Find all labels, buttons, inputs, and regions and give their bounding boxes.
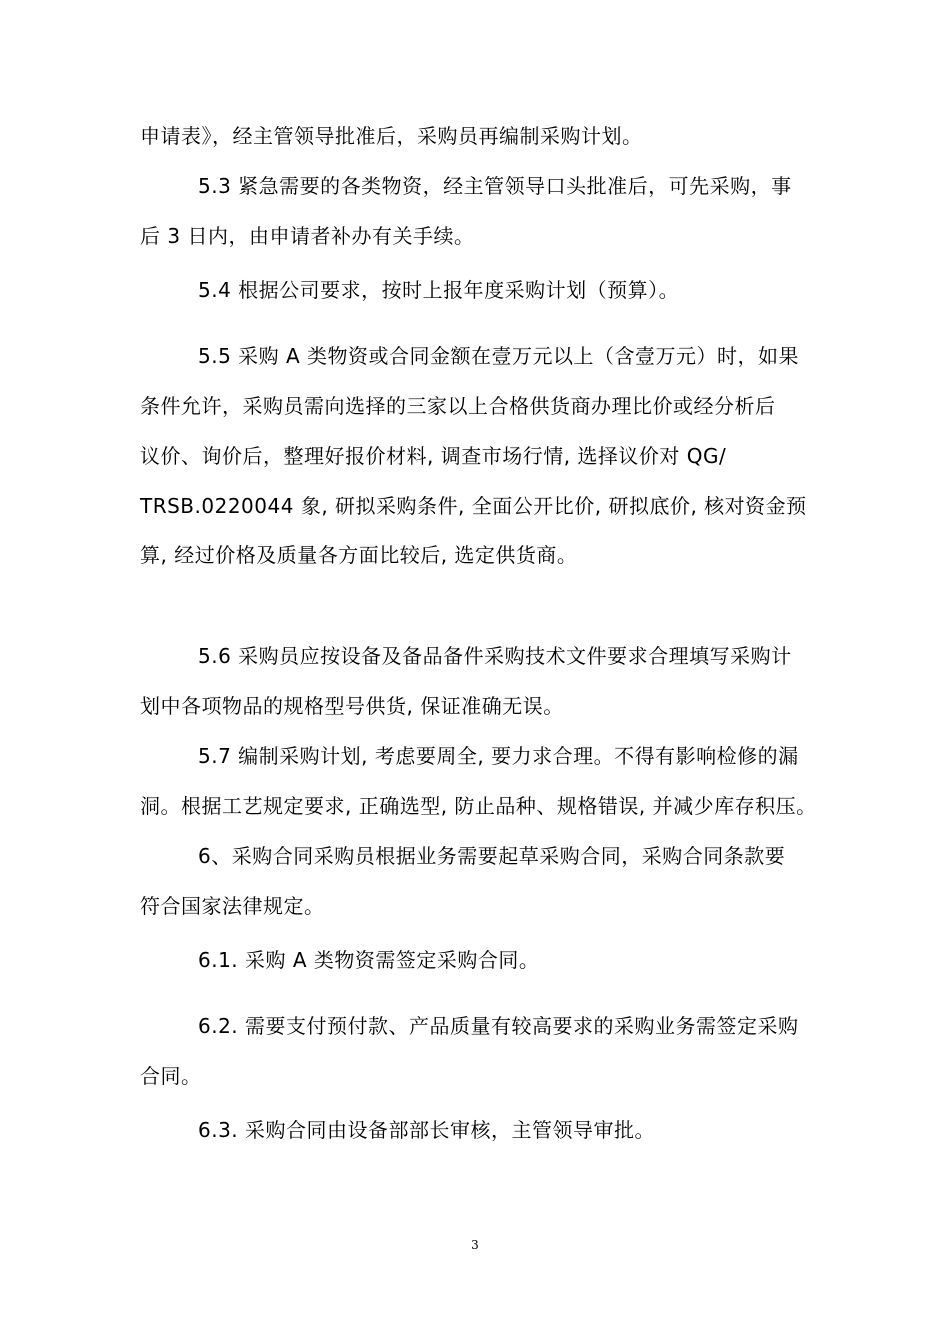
text-line: 6、采购合同采购员根据业务需要起草采购合同，采购合同条款要 — [198, 844, 786, 868]
text-line: 后 3 日内，由申请者补办有关手续。 — [140, 224, 475, 248]
text-line: 划中各项物品的规格型号供货, 保证准确无误。 — [140, 694, 564, 718]
text-line: 算, 经过价格及质量各方面比较后, 选定供货商。 — [140, 543, 578, 567]
text-line: 申请表》，经主管领导批准后，采购员再编制采购计划。 — [140, 124, 643, 148]
text-line: 6.1. 采购 A 类物资需签定采购合同。 — [198, 948, 540, 972]
text-line: 6.2. 需要支付预付款、产品质量有较高要求的采购业务需签定采购 — [198, 1014, 799, 1038]
text-line: 合同。 — [140, 1064, 202, 1088]
text-line: 条件允许，采购员需向选择的三家以上合格供货商办理比价或经分析后 — [140, 394, 776, 418]
page-number: 3 — [471, 1238, 479, 1252]
text-line: TRSB.0220044 象, 研拟采购条件, 全面公开比价, 研拟底价, 核对资金预 — [140, 494, 807, 518]
text-line: 符合国家法律规定。 — [140, 894, 325, 918]
text-line: 6.3. 采购合同由设备部部长审核，主管领导审批。 — [198, 1118, 656, 1142]
text-line: 5.6 采购员应按设备及备品备件采购技术文件要求合理填写采购计 — [198, 644, 792, 668]
text-line: 5.7 编制采购计划, 考虑要周全, 要力求合理。不得有影响检修的漏 — [198, 744, 799, 768]
text-line: 5.3 紧急需要的各类物资，经主管领导口头批准后，可先采购，事 — [198, 174, 792, 198]
text-line: 议价、询价后，整理好报价材料, 调查市场行情, 选择议价对 QG/ — [140, 444, 727, 468]
text-line: 5.4 根据公司要求，按时上报年度采购计划（预算）。 — [198, 278, 680, 302]
text-line: 洞。根据工艺规定要求, 正确选型, 防止品种、规格错误, 并减少库存积压。 — [140, 794, 817, 818]
text-line: 5.5 采购 A 类物资或合同金额在壹万元以上（含壹万元）时，如果 — [198, 344, 800, 368]
